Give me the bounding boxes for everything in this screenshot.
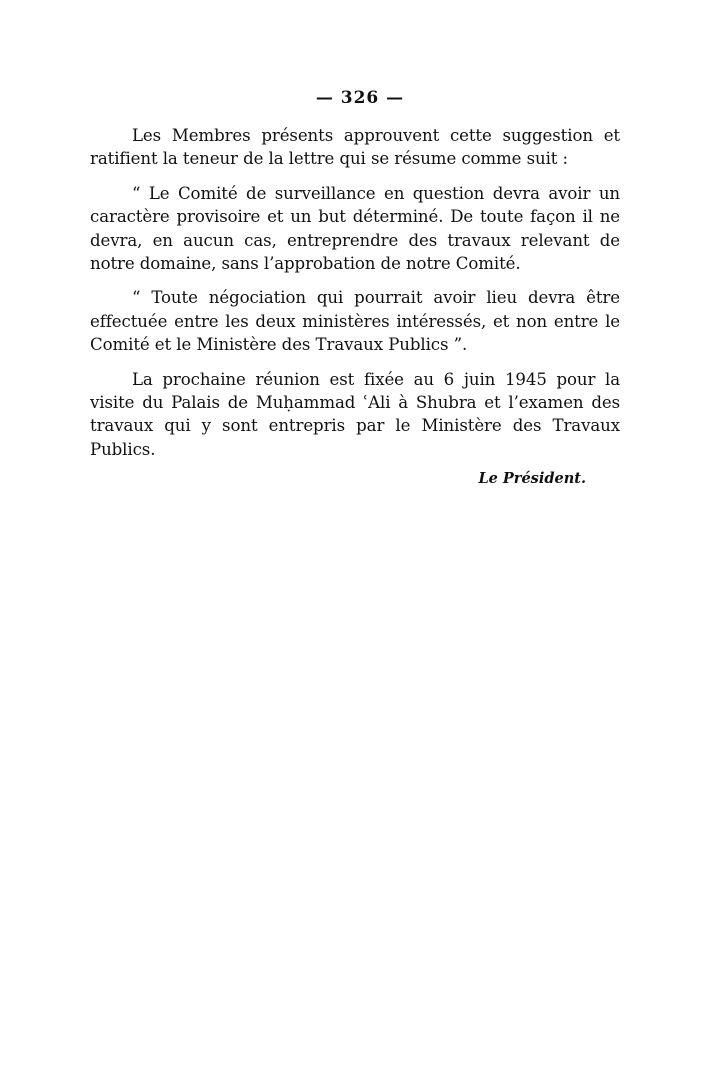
- page-number: — 326 —: [315, 88, 405, 108]
- signature-president: Le Président.: [478, 470, 586, 487]
- document-body: [90, 124, 620, 472]
- paragraph-committee-quote: “ Le Comité de surveillance en question devra avoir un caractère provisoire et un but déterminé. De toute façon il ne devra, en aucun cas, entreprendre des travaux relevant de notre domaine, sans l’approbation de notre Comité.: [90, 183, 620, 274]
- paragraph-approval: Les Membres présents approuvent cette suggestion et ratifient la teneur de la lettre qui se résume comme suit :: [90, 126, 620, 169]
- paragraph-next-meeting: La prochaine réunion est fixée au 6 juin 1945 pour la visite du Palais de Muḥammad ʿAli à Shubra et l’examen des travaux qui y sont entrepris par le Ministère des Travaux Publics.: [90, 369, 620, 459]
- paragraph-negotiation-quote: “ Toute négociation qui pourrait avoir lieu devra être effectuée entre les deux ministères intéressés, et non entre le Comité et le Ministère des Travaux Publics ”.: [90, 288, 620, 355]
